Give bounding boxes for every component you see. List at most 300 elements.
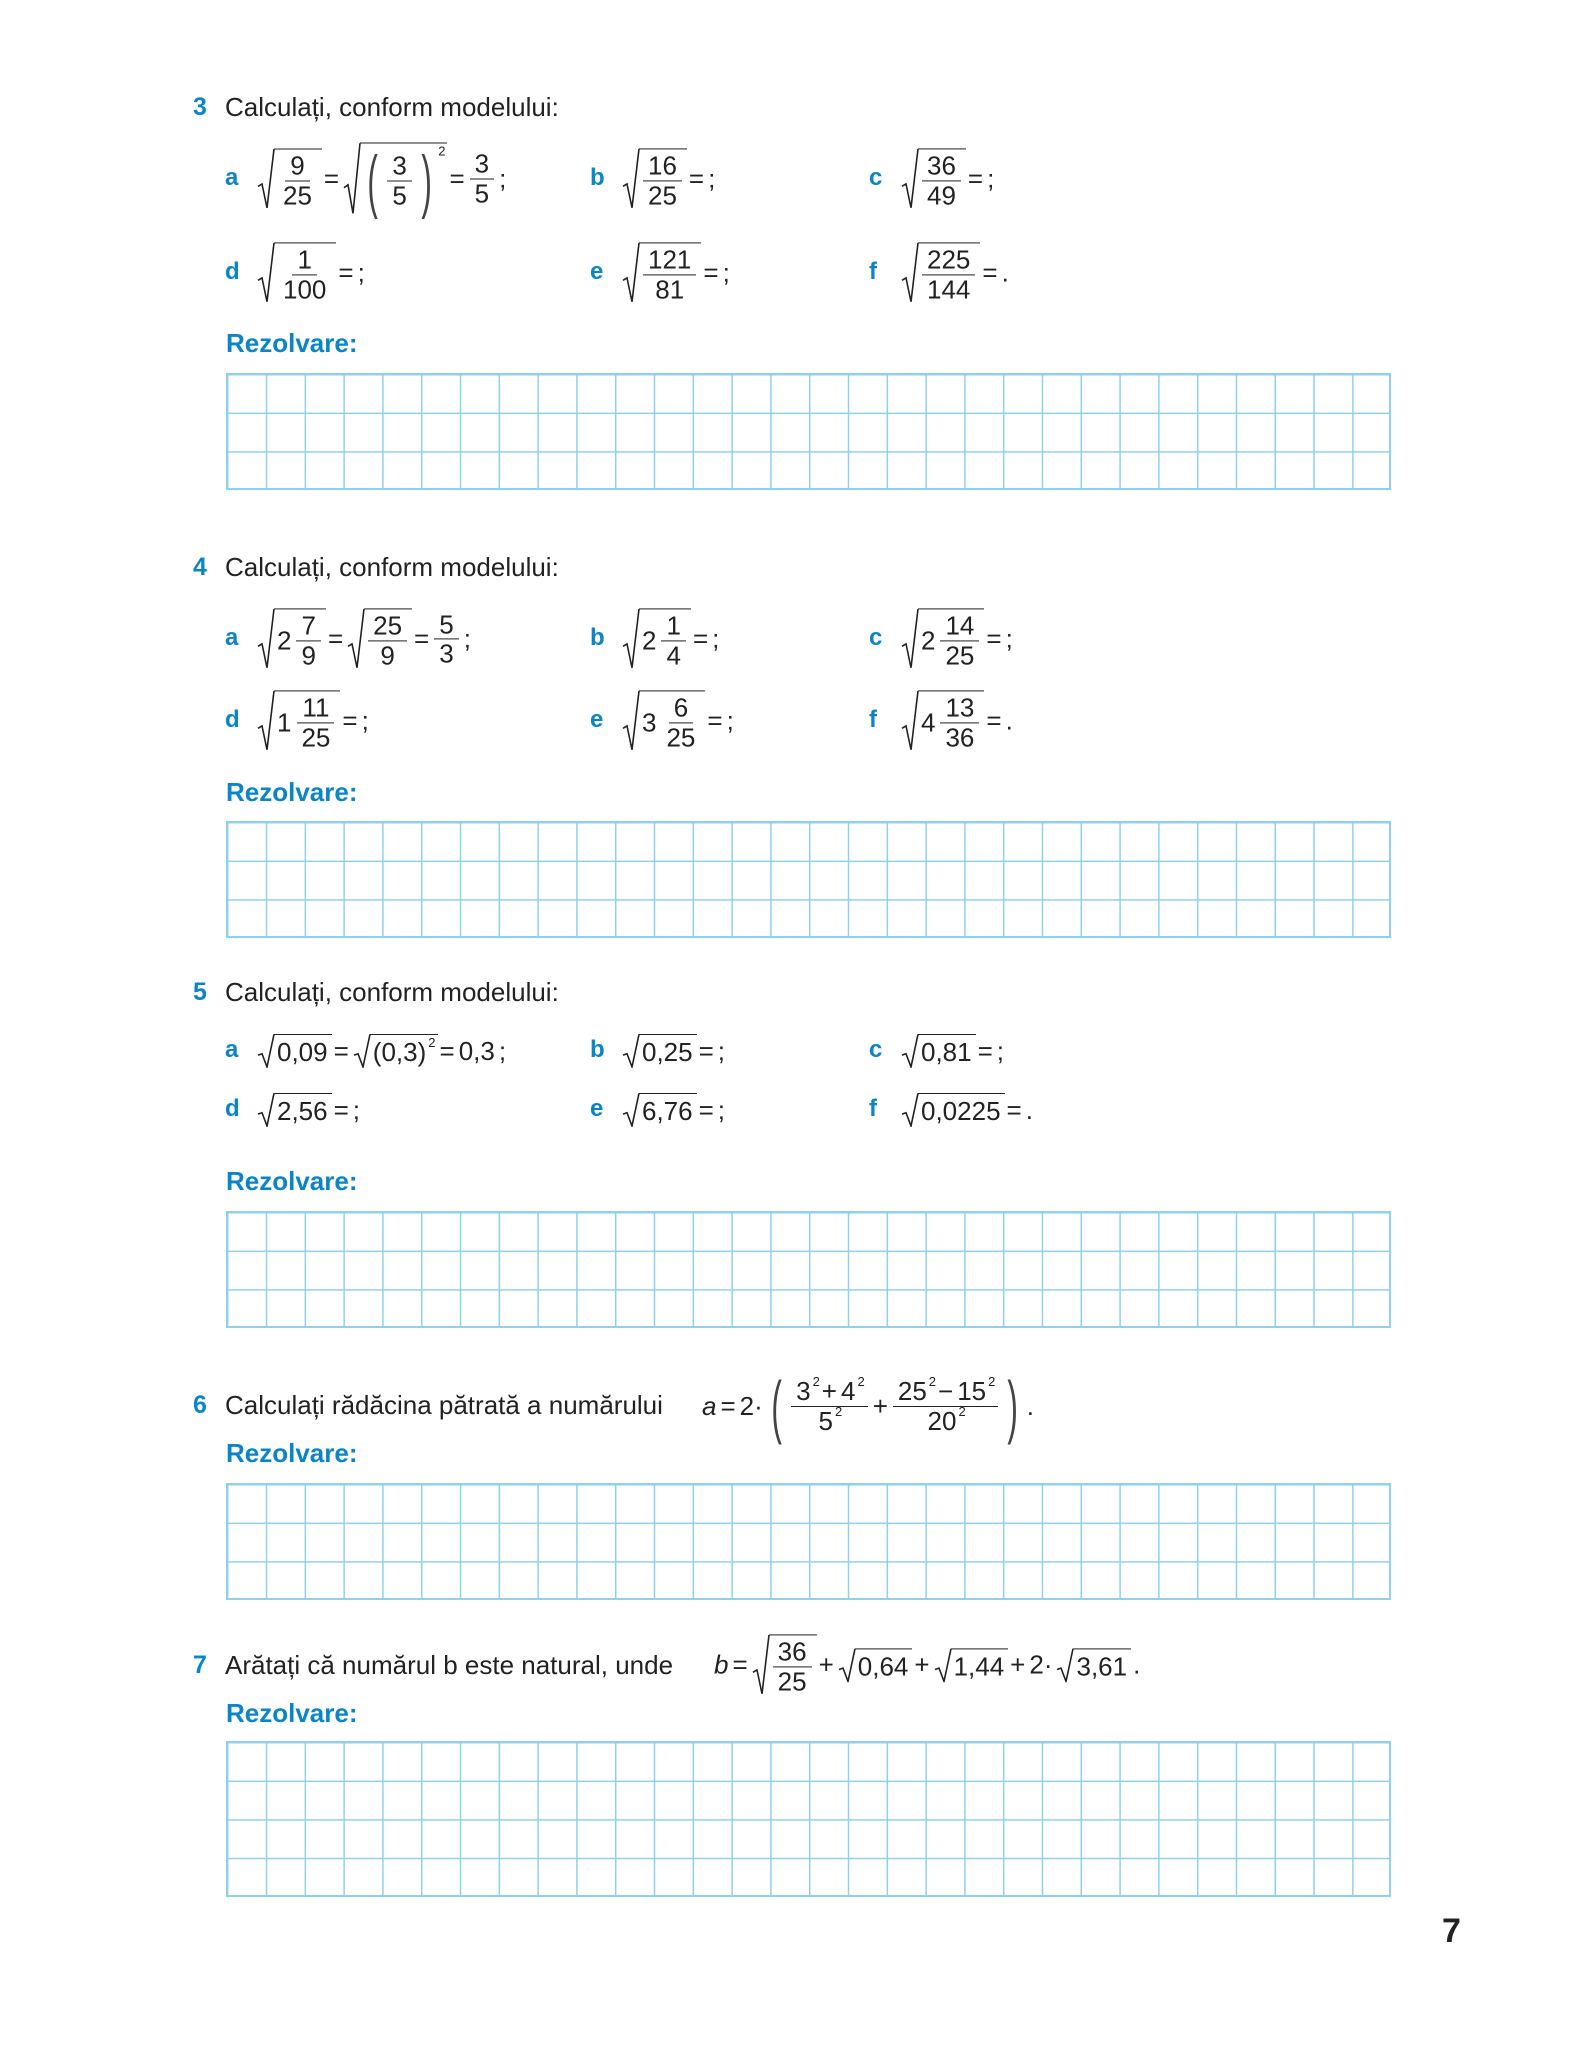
math-text: 100	[283, 274, 327, 304]
numerator	[922, 151, 961, 181]
radicand	[364, 608, 412, 669]
item-label-e: e	[590, 258, 604, 285]
math-text: 0,3	[458, 1035, 495, 1066]
radical-sign-icon	[257, 1093, 275, 1127]
item-expression-c	[899, 148, 996, 209]
math-text: 6,76	[642, 1096, 693, 1126]
math-text: 2	[642, 625, 657, 655]
math-text: .	[1001, 257, 1009, 288]
square-root	[257, 1034, 332, 1068]
math-text: 0,25	[642, 1037, 693, 1067]
math-text: 2	[277, 625, 292, 655]
fraction	[296, 693, 335, 751]
radical-sign-icon	[257, 608, 275, 669]
parentheses	[765, 1367, 1025, 1445]
square-root	[343, 141, 447, 220]
math-text: 25	[648, 180, 677, 210]
square-root	[622, 690, 705, 751]
math-text: +	[914, 1649, 930, 1680]
square-root	[622, 242, 701, 303]
math-text: .	[1133, 1649, 1141, 1680]
denominator	[661, 723, 700, 752]
square-root	[622, 148, 687, 209]
item-label-c: c	[869, 1036, 883, 1063]
math-text: 5	[392, 180, 407, 210]
square-root	[901, 608, 984, 669]
page-number: 7	[1442, 1912, 1461, 1950]
math-text: ;	[726, 705, 734, 736]
item-label-a: a	[225, 624, 239, 651]
radical-sign-icon	[622, 690, 640, 751]
exercise-7-title: Arătați că numărul b este natural, unde	[225, 1650, 674, 1680]
exercise-4-answer-grid[interactable]	[226, 821, 1391, 938]
radicand	[918, 608, 984, 669]
exponent: 2	[958, 1403, 966, 1419]
exercise-6-number: 6	[193, 1391, 207, 1419]
item-label-e: e	[590, 706, 604, 733]
radicand	[274, 1034, 332, 1068]
radical-sign-icon	[257, 690, 275, 751]
exercise-7-number: 7	[193, 1651, 207, 1679]
exponent: 2	[812, 1373, 820, 1389]
math-text: 2	[921, 625, 936, 655]
exercise-7-rezolvare: Rezolvare:	[226, 1698, 358, 1728]
fraction	[643, 245, 696, 303]
math-text: =	[342, 705, 358, 736]
square-root	[1056, 1648, 1131, 1682]
fraction	[368, 611, 407, 669]
radicand	[274, 1093, 332, 1127]
fraction	[434, 610, 458, 668]
numerator	[940, 611, 979, 641]
item-expression-b	[620, 1034, 727, 1068]
math-text: =	[333, 1094, 349, 1125]
item-expression-e	[620, 1093, 727, 1127]
item-label-b: b	[590, 624, 605, 651]
math-text: 25	[666, 722, 696, 752]
math-text: 13	[945, 692, 975, 723]
square-root	[257, 690, 340, 751]
square-root	[934, 1648, 1009, 1682]
numerator	[368, 611, 407, 641]
math-text: 20	[927, 1405, 957, 1436]
math-text: 6	[673, 692, 689, 723]
square-root	[901, 690, 984, 751]
square-root	[901, 148, 966, 209]
numerator	[292, 245, 316, 275]
item-expression-a	[255, 1034, 508, 1068]
item-expression-d	[255, 242, 367, 303]
radicand	[918, 1034, 976, 1068]
square-root	[353, 1034, 438, 1068]
radical-sign-icon	[622, 1093, 640, 1127]
exercise-3-title: Calculați, conform modelului:	[225, 92, 559, 122]
left-paren: (	[367, 141, 379, 220]
denominator	[922, 181, 961, 210]
item-label-b: b	[590, 164, 605, 191]
fraction	[470, 150, 494, 208]
radicand	[769, 1634, 817, 1695]
math-text: ;	[996, 1035, 1005, 1066]
math-text: =	[703, 257, 719, 288]
item-expression-a	[255, 141, 508, 220]
math-text: 36	[945, 722, 975, 752]
item-expression-c	[899, 608, 1015, 669]
math-text: =	[1006, 1094, 1022, 1125]
radical-sign-icon	[901, 242, 919, 303]
math-text: 11	[302, 692, 330, 723]
math-text: ;	[498, 1035, 507, 1066]
math-text: 25	[373, 610, 403, 641]
math-text: ;	[717, 1094, 726, 1125]
math-text: ;	[712, 623, 720, 654]
math-text: 4	[840, 1375, 856, 1406]
square-root	[901, 1093, 1005, 1127]
exponent: 2	[428, 1035, 436, 1050]
square-root	[901, 242, 980, 303]
math-text: ;	[352, 1094, 361, 1125]
math-text: 25	[301, 722, 331, 752]
numerator	[643, 245, 696, 275]
radical-sign-icon	[901, 690, 919, 751]
item-expression-b	[620, 608, 721, 669]
item-expression-b	[620, 148, 717, 209]
denominator	[940, 641, 979, 670]
math-text: 25	[897, 1375, 927, 1406]
exercise-3-answer-grid[interactable]	[226, 373, 1391, 490]
exponent: 2	[835, 1403, 843, 1419]
math-text: +	[872, 1390, 888, 1421]
math-text: 2,56	[277, 1096, 328, 1126]
math-text: ;	[357, 257, 365, 288]
denominator	[940, 723, 979, 752]
exercise-5-rezolvare: Rezolvare:	[226, 1166, 358, 1196]
math-text: 1,44	[953, 1651, 1005, 1681]
radical-sign-icon	[1056, 1648, 1074, 1682]
item-label-b: b	[590, 1036, 605, 1063]
math-text: 144	[927, 274, 971, 304]
radical-sign-icon	[901, 608, 919, 669]
math-text: =	[449, 163, 465, 194]
item-expression-d	[255, 1093, 362, 1127]
math-text: .	[1005, 705, 1013, 736]
math-text: ;	[463, 623, 471, 654]
denominator	[661, 641, 685, 670]
radicand	[951, 1648, 1009, 1682]
math-text: =	[439, 1035, 455, 1066]
radical-sign-icon	[622, 148, 640, 209]
math-text: 49	[927, 180, 956, 210]
item-label-f: f	[869, 258, 877, 285]
item-expression-c	[899, 1034, 1006, 1068]
item-label-d: d	[225, 258, 240, 285]
exercise-7-answer-grid[interactable]	[226, 1741, 1391, 1897]
item-label-f: f	[869, 706, 877, 733]
math-text: −	[938, 1375, 954, 1406]
math-text: 1	[297, 244, 312, 275]
item-label-a: a	[225, 1036, 239, 1063]
numerator	[643, 151, 682, 181]
fraction	[661, 611, 685, 669]
item-label-a: a	[225, 164, 239, 191]
variable: a	[702, 1390, 717, 1421]
math-text: =	[698, 1035, 714, 1066]
math-text: 3	[642, 707, 657, 737]
radical-sign-icon	[257, 242, 275, 303]
math-text: 25	[283, 180, 312, 210]
radical-sign-icon	[752, 1634, 770, 1695]
right-paren: )	[421, 141, 432, 220]
item-label-f: f	[869, 1095, 877, 1122]
math-text: 2·	[739, 1390, 763, 1421]
math-text: 25	[777, 1666, 807, 1696]
math-text: 36	[927, 150, 956, 181]
item-expression-e	[620, 690, 736, 751]
fraction	[278, 245, 331, 303]
item-label-e: e	[590, 1095, 604, 1122]
radicand	[639, 1093, 697, 1127]
radical-sign-icon	[257, 148, 275, 209]
math-text: 9	[301, 640, 316, 670]
fraction	[296, 611, 320, 669]
math-text: 5	[818, 1405, 833, 1436]
math-text: 0,0225	[921, 1096, 1001, 1126]
item-label-d: d	[225, 706, 240, 733]
radical-sign-icon	[353, 1034, 371, 1068]
radicand	[274, 148, 322, 209]
math-text: =	[327, 623, 344, 654]
exercise-5-title: Calculați, conform modelului:	[225, 977, 559, 1007]
numerator	[470, 150, 494, 180]
math-text: 4	[666, 640, 681, 670]
radicand	[639, 242, 701, 303]
math-text: =	[967, 163, 984, 194]
math-text: =	[986, 705, 1002, 736]
math-text: +	[818, 1649, 834, 1680]
exercise-4-title: Calculați, conform modelului:	[225, 552, 559, 582]
radical-sign-icon	[934, 1648, 952, 1682]
math-text: =	[323, 163, 340, 194]
math-text: 14	[945, 610, 975, 641]
radicand	[639, 1034, 697, 1068]
denominator	[278, 275, 331, 304]
square-root	[901, 1034, 976, 1068]
math-text: =	[698, 1094, 714, 1125]
exercise-7-formula	[712, 1634, 1142, 1695]
exercise-3-rezolvare: Rezolvare:	[226, 328, 358, 358]
math-text: 2·	[1029, 1649, 1053, 1680]
math-text: =	[333, 1035, 349, 1066]
denominator	[375, 641, 399, 670]
math-text: ;	[708, 163, 716, 194]
math-text: 121	[648, 244, 692, 275]
square-root	[347, 608, 412, 669]
exponent: 2	[928, 1373, 937, 1389]
item-label-d: d	[225, 1095, 240, 1122]
math-text: =	[688, 163, 705, 194]
radicand	[918, 148, 966, 209]
radical-sign-icon	[838, 1648, 856, 1682]
denominator	[296, 723, 335, 752]
exercise-5-answer-grid[interactable]	[226, 1211, 1391, 1328]
radical-sign-icon	[343, 143, 361, 216]
item-expression-a	[255, 608, 473, 669]
math-text: 25	[945, 640, 975, 670]
math-text: =	[720, 1390, 736, 1421]
denominator	[814, 1403, 846, 1436]
fraction	[922, 245, 975, 303]
math-text: 3	[439, 638, 454, 669]
math-text: 0,64	[857, 1651, 909, 1681]
math-text: 4	[921, 707, 936, 737]
fraction	[940, 611, 979, 669]
parentheses	[361, 141, 438, 220]
math-text: +	[1010, 1649, 1026, 1680]
math-text: 7	[301, 610, 316, 641]
square-root	[622, 1093, 697, 1127]
math-text: ;	[499, 163, 507, 194]
exponent: 2	[988, 1373, 996, 1389]
math-text: =	[338, 257, 354, 288]
math-text: 225	[927, 244, 971, 275]
square-root	[257, 242, 336, 303]
math-text: ;	[987, 163, 995, 194]
exponent: 2	[438, 143, 446, 159]
denominator	[643, 181, 682, 210]
square-root	[622, 1034, 697, 1068]
math-text: 9	[290, 150, 305, 181]
numerator	[661, 611, 685, 641]
item-label-c: c	[869, 164, 883, 191]
radicand	[855, 1648, 913, 1682]
radical-sign-icon	[622, 1034, 640, 1068]
radicand	[274, 608, 326, 669]
numerator	[434, 610, 458, 640]
denominator	[470, 180, 494, 209]
item-expression-f	[899, 1093, 1035, 1127]
numerator	[669, 693, 693, 723]
numerator	[297, 693, 334, 723]
exercise-4-rezolvare: Rezolvare:	[226, 777, 358, 807]
numerator	[893, 1373, 999, 1407]
denominator	[296, 641, 320, 670]
math-text: ;	[361, 705, 369, 736]
fraction	[278, 151, 317, 209]
fraction	[940, 693, 979, 751]
denominator	[650, 275, 689, 304]
exercise-4-number: 4	[193, 553, 207, 581]
radicand	[1073, 1648, 1131, 1682]
radical-sign-icon	[901, 1093, 919, 1127]
math-text: 5	[439, 608, 454, 639]
item-label-c: c	[869, 624, 883, 651]
exercise-6-rezolvare: Rezolvare:	[226, 1438, 358, 1468]
numerator	[773, 1637, 812, 1667]
numerator	[940, 693, 979, 723]
fraction	[773, 1637, 812, 1695]
fraction	[791, 1373, 868, 1436]
numerator	[285, 151, 309, 181]
math-text: +	[821, 1375, 837, 1406]
exercise-5-number: 5	[193, 978, 207, 1006]
numerator	[922, 245, 975, 275]
math-text: =	[982, 257, 998, 288]
math-text: 15	[957, 1375, 987, 1406]
square-root	[257, 1093, 332, 1127]
square-root	[622, 608, 691, 669]
item-expression-f	[899, 690, 1015, 751]
math-text: =	[986, 623, 1002, 654]
denominator	[434, 640, 458, 669]
math-text: 36	[777, 1636, 807, 1667]
radical-sign-icon	[257, 1034, 275, 1068]
radicand	[918, 1093, 1005, 1127]
fraction	[661, 693, 700, 751]
square-root	[257, 148, 322, 209]
math-text: 0,81	[921, 1037, 972, 1067]
math-text: ;	[1005, 623, 1013, 654]
math-text: (0,3)	[372, 1037, 427, 1067]
math-text: =	[977, 1035, 993, 1066]
numerator	[296, 611, 320, 641]
item-expression-f	[899, 242, 1011, 303]
right-paren: )	[1007, 1367, 1019, 1445]
fraction	[893, 1373, 999, 1436]
math-text: =	[707, 705, 723, 736]
radicand	[274, 690, 340, 751]
math-text: .	[1026, 1390, 1034, 1421]
radicand	[360, 141, 447, 220]
denominator	[278, 181, 317, 210]
numerator	[791, 1373, 868, 1407]
fraction	[922, 151, 961, 209]
radical-sign-icon	[347, 608, 365, 669]
math-text: 3	[392, 150, 407, 181]
radicand	[918, 242, 980, 303]
math-text: 3,61	[1076, 1651, 1128, 1681]
radicand	[639, 690, 705, 751]
math-text: =	[692, 623, 709, 654]
radical-sign-icon	[622, 608, 640, 669]
math-text: ;	[722, 257, 730, 288]
radicand	[639, 148, 687, 209]
math-text: 3	[474, 148, 490, 179]
radical-sign-icon	[622, 242, 640, 303]
exercise-3-number: 3	[193, 93, 207, 121]
radicand	[639, 608, 691, 669]
math-text: =	[414, 623, 430, 654]
item-expression-d	[255, 690, 371, 751]
radicand	[370, 1034, 438, 1068]
math-text: 5	[474, 178, 490, 209]
radical-sign-icon	[901, 1034, 919, 1068]
exercise-6-title: Calculați rădăcina pătrată a numărului	[225, 1390, 663, 1420]
math-text: 1	[277, 707, 292, 737]
square-root	[838, 1648, 913, 1682]
variable: b	[714, 1649, 729, 1680]
math-text: 9	[380, 640, 395, 670]
fraction	[643, 151, 682, 209]
numerator	[387, 151, 411, 181]
denominator	[387, 181, 411, 210]
math-text: 1	[666, 610, 681, 641]
item-expression-e	[620, 242, 732, 303]
math-text: .	[1025, 1094, 1033, 1125]
exercise-6-answer-grid[interactable]	[226, 1483, 1391, 1600]
denominator	[922, 275, 975, 304]
left-paren: (	[771, 1367, 782, 1445]
exercise-6-formula	[700, 1367, 1036, 1445]
